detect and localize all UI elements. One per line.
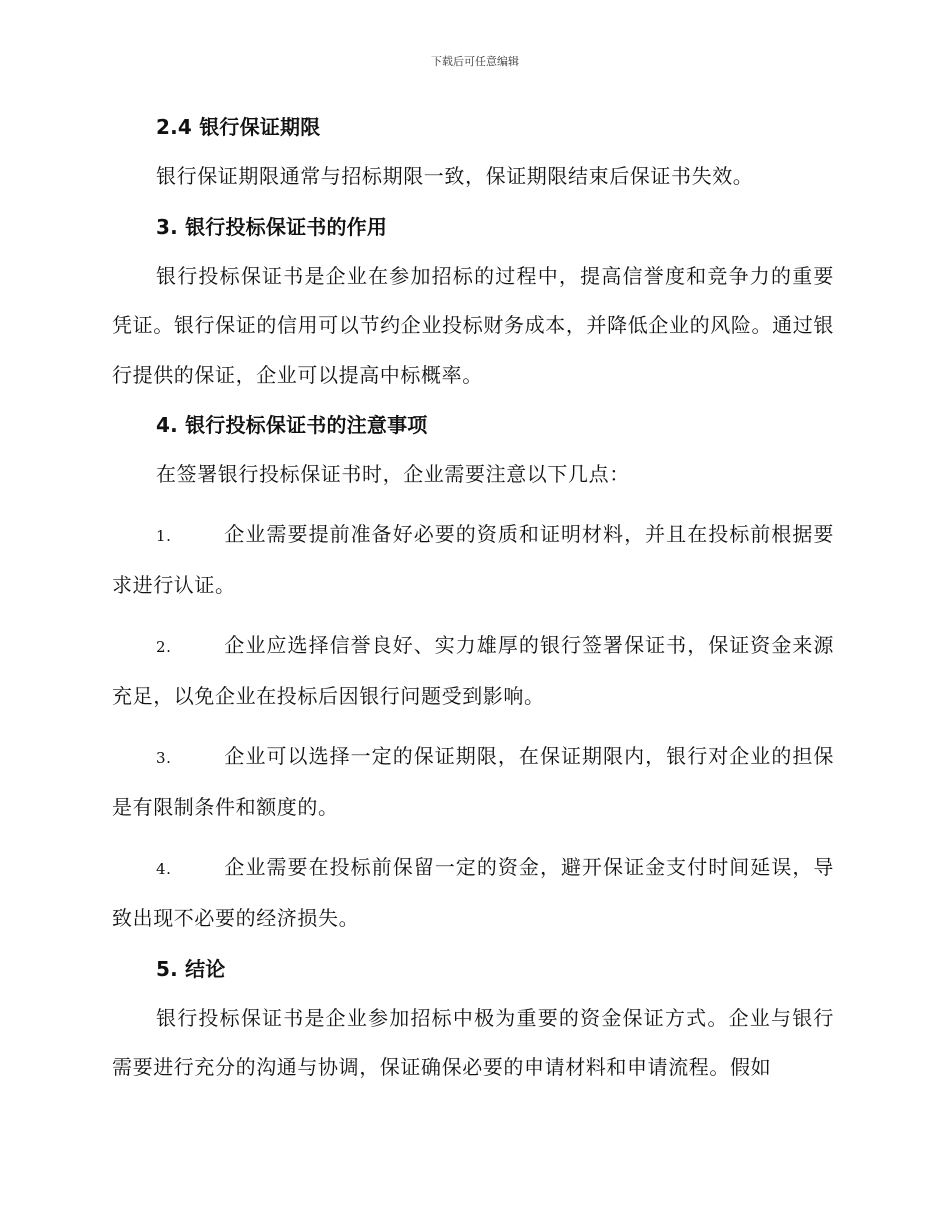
section-heading-5: 5. 结论 — [156, 956, 226, 981]
list-item-number: 4. — [156, 859, 172, 878]
section-3-paragraph: 银行投标保证书是企业在参加招标的过程中，提高信誉度和竞争力的重要凭证。银行保证的信用可以节约企业投标财务成本，并降低企业的风险。通过银行提供的保证，企业可以提高中标概率。 — [112, 263, 834, 387]
section-heading-3: 3. 银行投标保证书的作用 — [156, 214, 388, 239]
list-item-text: 企业可以选择一定的保证期限，在保证期限内，银行对企业的担保是有限制条件和额度的。 — [112, 743, 834, 819]
section-heading-4: 4. 银行投标保证书的注意事项 — [156, 413, 428, 437]
list-item-text: 企业需要提前准备好必要的资质和证明材料，并且在投标前根据要求进行认证。 — [112, 521, 834, 597]
list-item — [112, 843, 834, 944]
list-item-text: 企业需要在投标前保留一定的资金，避开保证金支付时间延误，导致出现不必要的经济损失。 — [112, 854, 834, 930]
page-header: 下载后可任意编辑 — [431, 55, 519, 68]
list-item-number: 2. — [156, 637, 172, 656]
list-item-text: 企业应选择信誉良好、实力雄厚的银行签署保证书，保证资金来源充足，以免企业在投标后因银行问题受到影响。 — [112, 632, 834, 708]
section-4-intro: 在签署银行投标保证书时，企业需要注意以下几点： — [156, 462, 630, 486]
section-5-paragraph: 银行投标保证书是企业参加招标中极为重要的资金保证方式。企业与银行需要进行充分的沟通与协调，保证确保必要的申请材料和申请流程。假如 — [112, 1005, 834, 1079]
section-heading-2-4: 2.4 银行保证期限 — [156, 115, 321, 139]
list-item-number: 3. — [156, 748, 172, 767]
document-body — [112, 112, 834, 1103]
section-2-4-paragraph: 银行保证期限通常与招标期限一致，保证期限结束后保证书失效。 — [156, 164, 754, 188]
list-item — [112, 510, 834, 611]
list-item — [112, 621, 834, 722]
list-item-number: 1. — [156, 526, 172, 545]
list-item — [112, 732, 834, 833]
